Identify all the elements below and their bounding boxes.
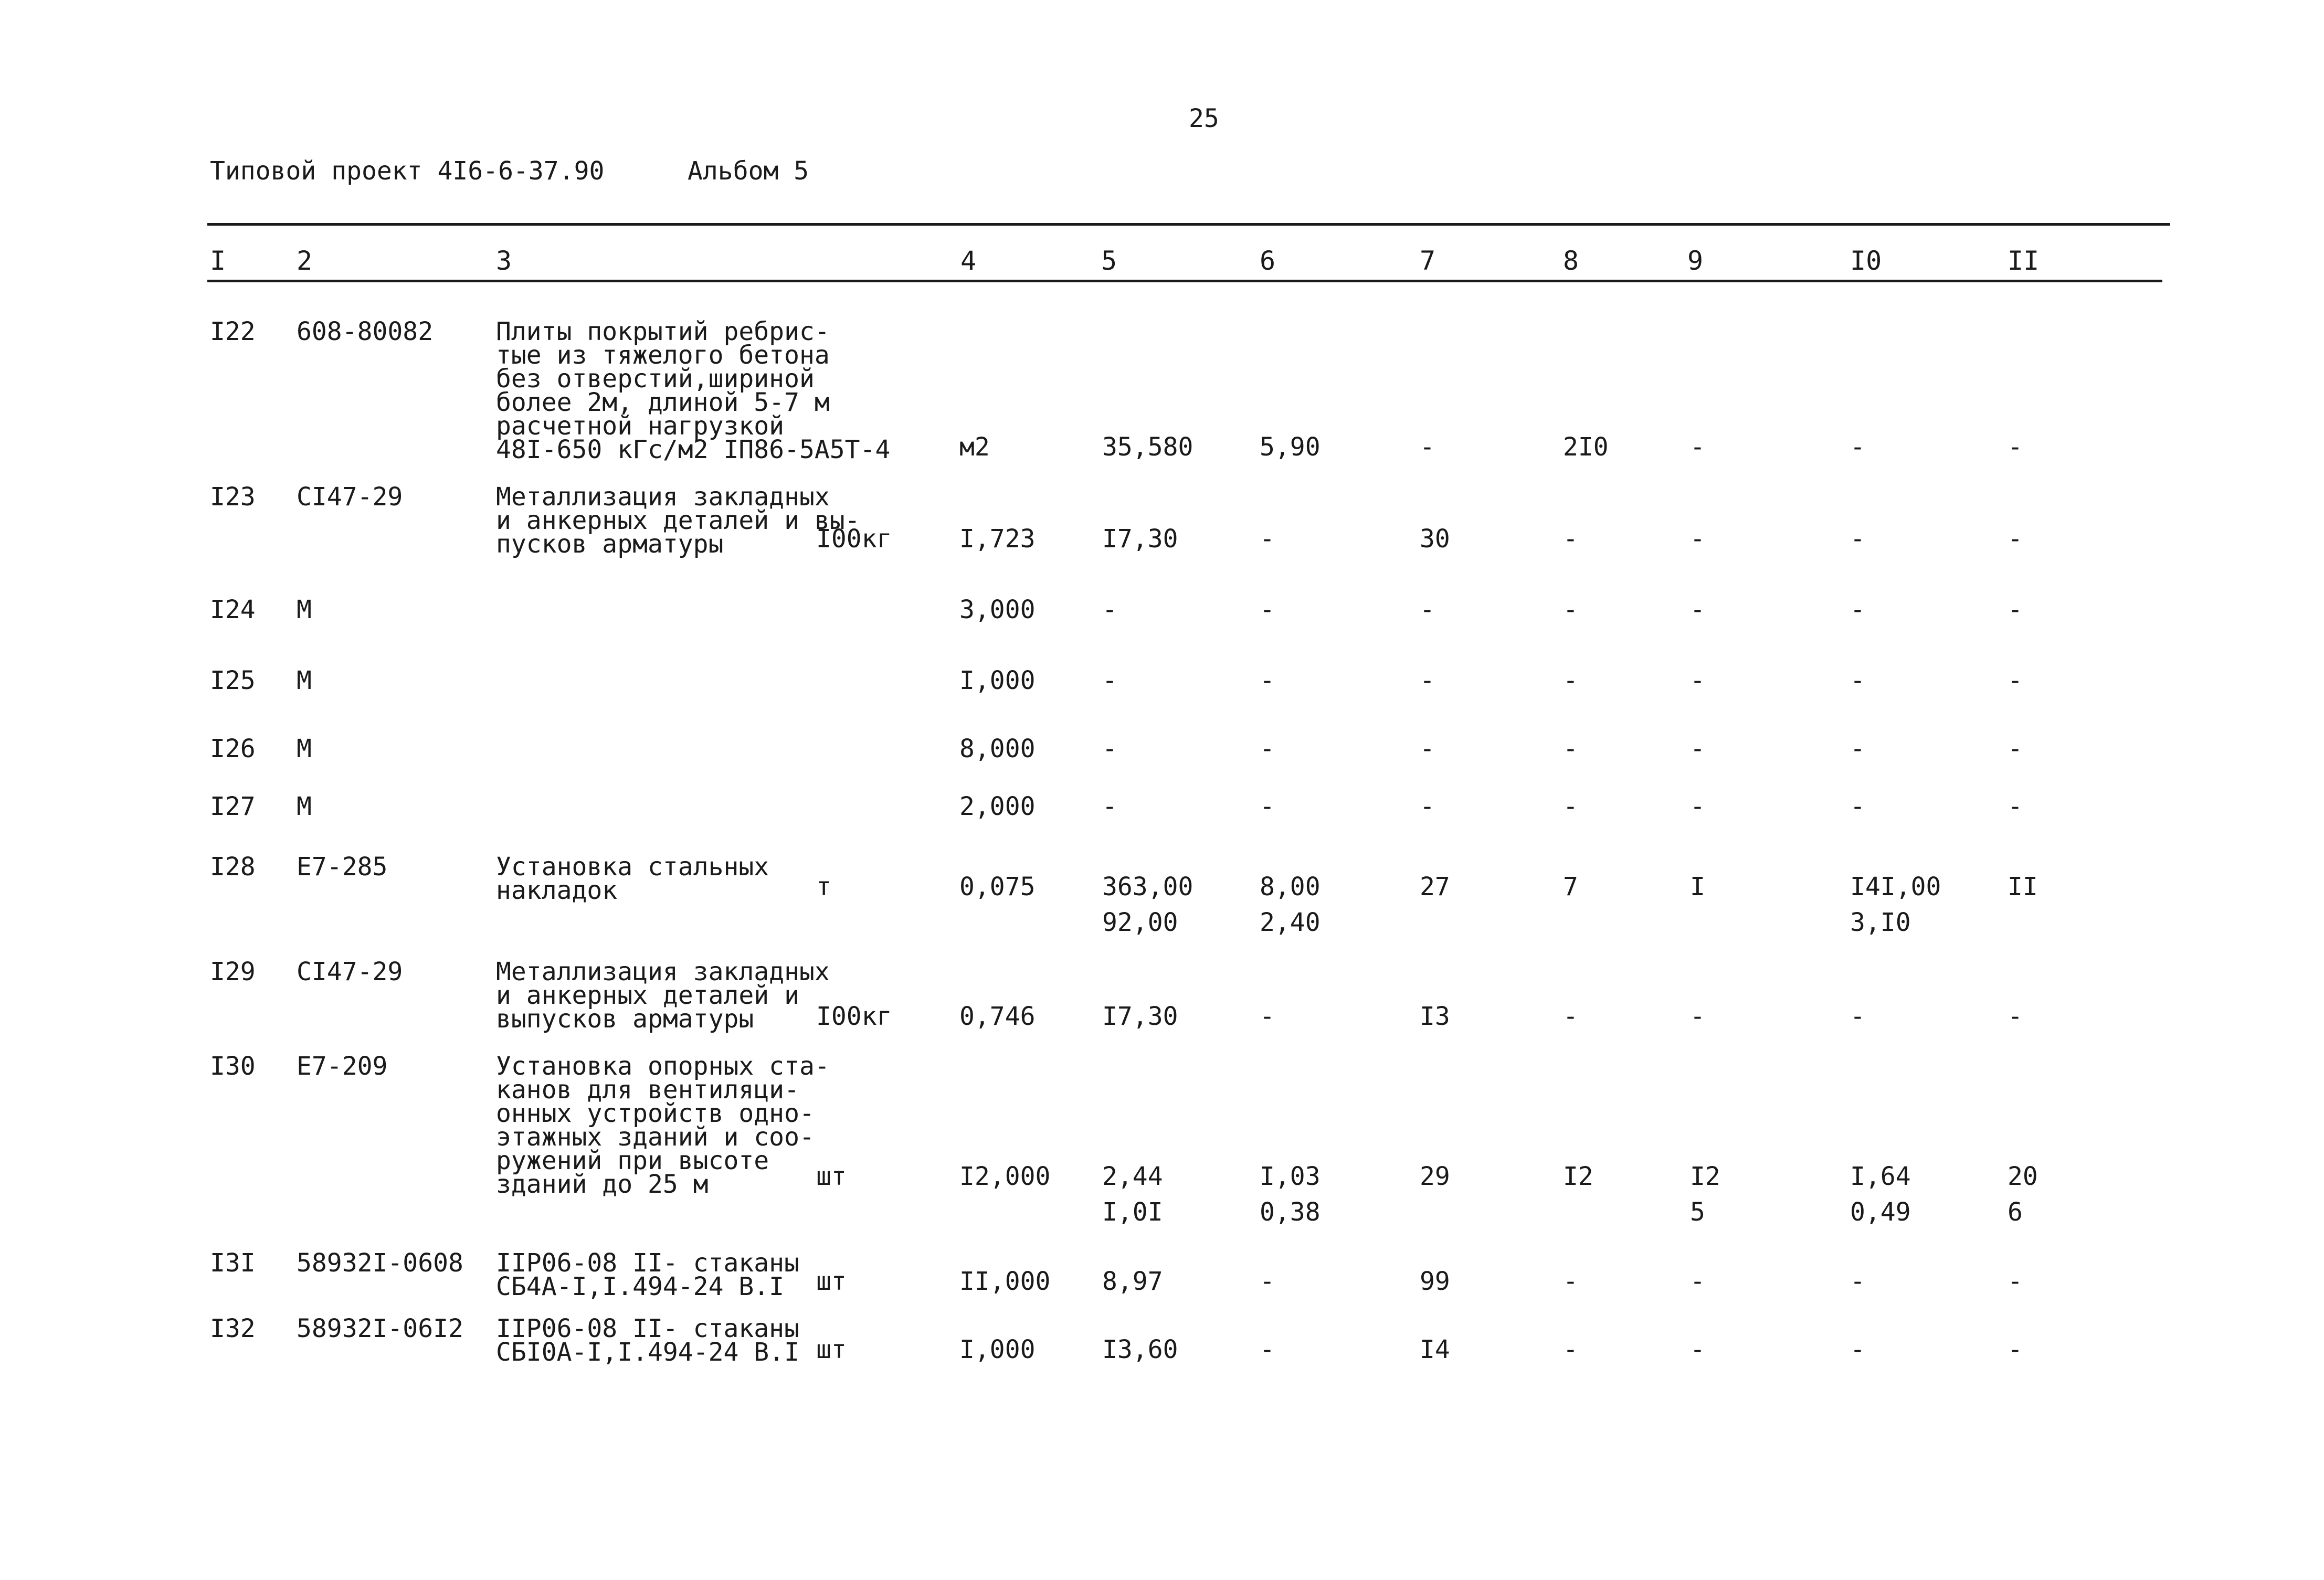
row-value-c10: - [1850, 734, 1865, 764]
table-top-rule [207, 223, 2170, 226]
row-value-c9: - [1690, 1267, 1705, 1296]
row-description-line: Металлизация закладных [496, 482, 830, 512]
row-unit: т [816, 872, 831, 902]
column-header-8: 8 [1563, 246, 1579, 276]
row-value-c6: - [1260, 1335, 1275, 1364]
row-quantity: 3,000 [959, 595, 1036, 624]
row-value-c9: - [1690, 1002, 1705, 1031]
row-description-line: IIP06-08 II- стаканы [496, 1248, 799, 1278]
row-description-line: этажных зданий и соо- [496, 1122, 815, 1152]
row-value-c5: I7,30 [1102, 1002, 1178, 1031]
row-value-c11: - [2008, 1335, 2023, 1364]
column-header-5: 5 [1101, 246, 1117, 276]
row-value-c7: 99 [1420, 1267, 1450, 1296]
row-value-c10: I4I,00 [1850, 872, 1941, 902]
row-quantity: I2,000 [959, 1162, 1051, 1191]
row-unit: шт [816, 1335, 847, 1364]
column-header-2: 2 [297, 246, 313, 276]
row-value-c8: 7 [1563, 872, 1578, 902]
row-value-c8: - [1563, 1335, 1578, 1364]
row-description-line: тые из тяжелого бетона [496, 341, 830, 370]
header-album: Альбом 5 [688, 156, 809, 186]
row-quantity: 2,000 [959, 792, 1036, 821]
row-value-c5: - [1102, 595, 1117, 624]
row-value-c10: I,64 [1850, 1162, 1911, 1191]
row-number: I28 [210, 852, 256, 882]
row-description-line: Установка стальных [496, 852, 769, 882]
row-value-c10: - [1850, 595, 1865, 624]
row-value-c5: I3,60 [1102, 1335, 1178, 1364]
row-number: I29 [210, 957, 256, 987]
table-header-rule [207, 280, 2162, 282]
row-unit: шт [816, 1162, 847, 1191]
row-code: E7-209 [297, 1052, 388, 1081]
row-value-c11: - [2008, 1267, 2023, 1296]
row-description-line: Металлизация закладных [496, 957, 830, 987]
row-quantity: 0,075 [959, 872, 1036, 902]
row-value-c11: - [2008, 595, 2023, 624]
row-code: CI47-29 [297, 957, 403, 987]
row-value-c10: - [1850, 666, 1865, 695]
row-value-c6: - [1260, 595, 1275, 624]
row-number: I26 [210, 734, 256, 764]
row-value-c9: I2 [1690, 1162, 1720, 1191]
row-value-c9: I [1690, 872, 1705, 902]
row-quantity: I,000 [959, 1335, 1036, 1364]
row-value-c7: 27 [1420, 872, 1450, 902]
row-value-c10: - [1850, 524, 1865, 554]
row-value-c8: - [1563, 1267, 1578, 1296]
page-number: 25 [1189, 104, 1219, 133]
header-project: Типовой проект 4I6-6-37.90 [210, 156, 605, 186]
row-value-c5: 8,97 [1102, 1267, 1163, 1296]
row-description-line: пусков арматуры [496, 529, 724, 559]
row-description-line: канов для вентиляци- [496, 1075, 799, 1105]
row-value-c11: - [2008, 1002, 2023, 1031]
row-value-c7: - [1420, 792, 1435, 821]
row-description-line: онных устройств одно- [496, 1099, 815, 1128]
row-quantity: 0,746 [959, 1002, 1036, 1031]
row-description-line: СБ4А-I,I.494-24 В.I [496, 1272, 785, 1301]
row-value-c7: 30 [1420, 524, 1450, 554]
row-value-c7: 2I0 [1563, 432, 1609, 462]
row-value-c9: 5 [1690, 1197, 1705, 1227]
row-value-c5: I,0I [1102, 1197, 1163, 1227]
row-value-c7: - [1420, 734, 1435, 764]
row-value-c11: II [2008, 872, 2038, 902]
row-number: I25 [210, 666, 256, 695]
row-value-c5: - [1102, 666, 1117, 695]
row-value-c11: 6 [2008, 1197, 2023, 1227]
row-value-c9: - [1690, 524, 1705, 554]
row-number: I22 [210, 317, 256, 346]
row-value-c9: - [1850, 432, 1865, 462]
row-value-c6: I,03 [1260, 1162, 1321, 1191]
row-description-line: выпусков арматуры [496, 1004, 754, 1034]
row-code: 608-80082 [297, 317, 434, 346]
row-value-c9: - [1690, 1335, 1705, 1364]
row-description-line: и анкерных деталей и вы- [496, 506, 860, 535]
row-quantity: I,000 [959, 666, 1036, 695]
row-value-c5: - [1102, 734, 1117, 764]
column-header-10: I0 [1850, 246, 1882, 276]
row-value-c7: 29 [1420, 1162, 1450, 1191]
row-value-c11: - [2008, 734, 2023, 764]
column-header-3: 3 [496, 246, 512, 276]
row-value-c5: - [1102, 792, 1117, 821]
column-header-9: 9 [1687, 246, 1704, 276]
row-code: 58932I-06I2 [297, 1314, 463, 1343]
row-value-c5: 2,44 [1102, 1162, 1163, 1191]
row-value-c5: 5,90 [1260, 432, 1321, 462]
row-code: 58932I-0608 [297, 1248, 463, 1278]
row-number: I30 [210, 1052, 256, 1081]
row-value-c5: I7,30 [1102, 524, 1178, 554]
row-value-c8: - [1690, 432, 1705, 462]
row-value-c11: 20 [2008, 1162, 2038, 1191]
row-value-c5: 363,00 [1102, 872, 1193, 902]
row-quantity: I,723 [959, 524, 1036, 554]
row-value-c10: - [1850, 1002, 1865, 1031]
row-number: I32 [210, 1314, 256, 1343]
row-quantity: 35,580 [1102, 432, 1193, 462]
row-number: I23 [210, 482, 256, 512]
column-header-7: 7 [1420, 246, 1436, 276]
row-value-c10: - [1850, 1335, 1865, 1364]
row-value-c9: - [1690, 666, 1705, 695]
row-value-c6: 2,40 [1260, 908, 1321, 937]
row-value-c8: - [1563, 666, 1578, 695]
row-value-c7: - [1420, 595, 1435, 624]
row-unit: I00кг [816, 524, 892, 554]
row-value-c11: - [2008, 792, 2023, 821]
row-value-c8: - [1563, 524, 1578, 554]
row-value-c9: - [1690, 792, 1705, 821]
row-description-line: Установка опорных ста- [496, 1052, 830, 1081]
row-value-c6: - [1260, 666, 1275, 695]
row-value-c10: - [1850, 792, 1865, 821]
row-value-c6: - [1260, 524, 1275, 554]
row-unit: шт [816, 1267, 847, 1296]
row-value-c6: - [1420, 432, 1435, 462]
row-value-c7: I3 [1420, 1002, 1450, 1031]
row-value-c11: - [2008, 524, 2023, 554]
row-value-c6: - [1260, 1002, 1275, 1031]
column-header-11: II [2008, 246, 2040, 276]
row-description-line: 48I-650 кГс/м2 IП86-5А5Т-4 [496, 435, 891, 464]
row-description-line: Плиты покрытий ребрис- [496, 317, 830, 346]
row-value-c8: - [1563, 595, 1578, 624]
row-value-c8: - [1563, 734, 1578, 764]
row-code: M [297, 595, 312, 624]
row-value-c5: 92,00 [1102, 908, 1178, 937]
row-value-c8: I2 [1563, 1162, 1593, 1191]
row-quantity: II,000 [959, 1267, 1051, 1296]
row-value-c11: - [2008, 666, 2023, 695]
row-value-c6: 8,00 [1260, 872, 1321, 902]
row-value-c8: - [1563, 1002, 1578, 1031]
row-value-c6: - [1260, 734, 1275, 764]
column-header-4: 4 [960, 246, 977, 276]
row-description-line: IIP06-08 II- стаканы [496, 1314, 799, 1343]
column-header-6: 6 [1260, 246, 1276, 276]
row-code: M [297, 792, 312, 821]
row-value-c8: - [1563, 792, 1578, 821]
row-value-c6: 0,38 [1260, 1197, 1321, 1227]
row-description-line: ружений при высоте [496, 1146, 769, 1175]
column-header-1: I [210, 246, 226, 276]
row-unit: I00кг [816, 1002, 892, 1031]
row-description-line: накладок [496, 876, 618, 905]
row-value-c10: 3,I0 [1850, 908, 1911, 937]
row-number: I27 [210, 792, 256, 821]
row-value-c10: - [2008, 432, 2023, 462]
row-code: M [297, 666, 312, 695]
row-value-c7: - [1420, 666, 1435, 695]
row-value-c10: - [1850, 1267, 1865, 1296]
row-code: CI47-29 [297, 482, 403, 512]
row-code: M [297, 734, 312, 764]
row-value-c6: - [1260, 792, 1275, 821]
row-description-line: и анкерных деталей и [496, 981, 799, 1010]
row-code: E7-285 [297, 852, 388, 882]
row-value-c6: - [1260, 1267, 1275, 1296]
row-value-c9: - [1690, 595, 1705, 624]
row-description-line: СБI0А-I,I.494-24 В.I [496, 1338, 799, 1367]
row-description-line: зданий до 25 м [496, 1170, 709, 1199]
row-description-line: расчетной нагрузкой [496, 411, 785, 441]
row-value-c9: - [1690, 734, 1705, 764]
row-description-line: без отверстий,шириной [496, 364, 815, 394]
row-quantity: 8,000 [959, 734, 1036, 764]
row-description-line: более 2м, длиной 5-7 м [496, 388, 830, 417]
row-number: I24 [210, 595, 256, 624]
row-value-c10: 0,49 [1850, 1197, 1911, 1227]
row-unit: м2 [959, 432, 990, 462]
row-value-c7: I4 [1420, 1335, 1450, 1364]
row-number: I3I [210, 1248, 256, 1278]
